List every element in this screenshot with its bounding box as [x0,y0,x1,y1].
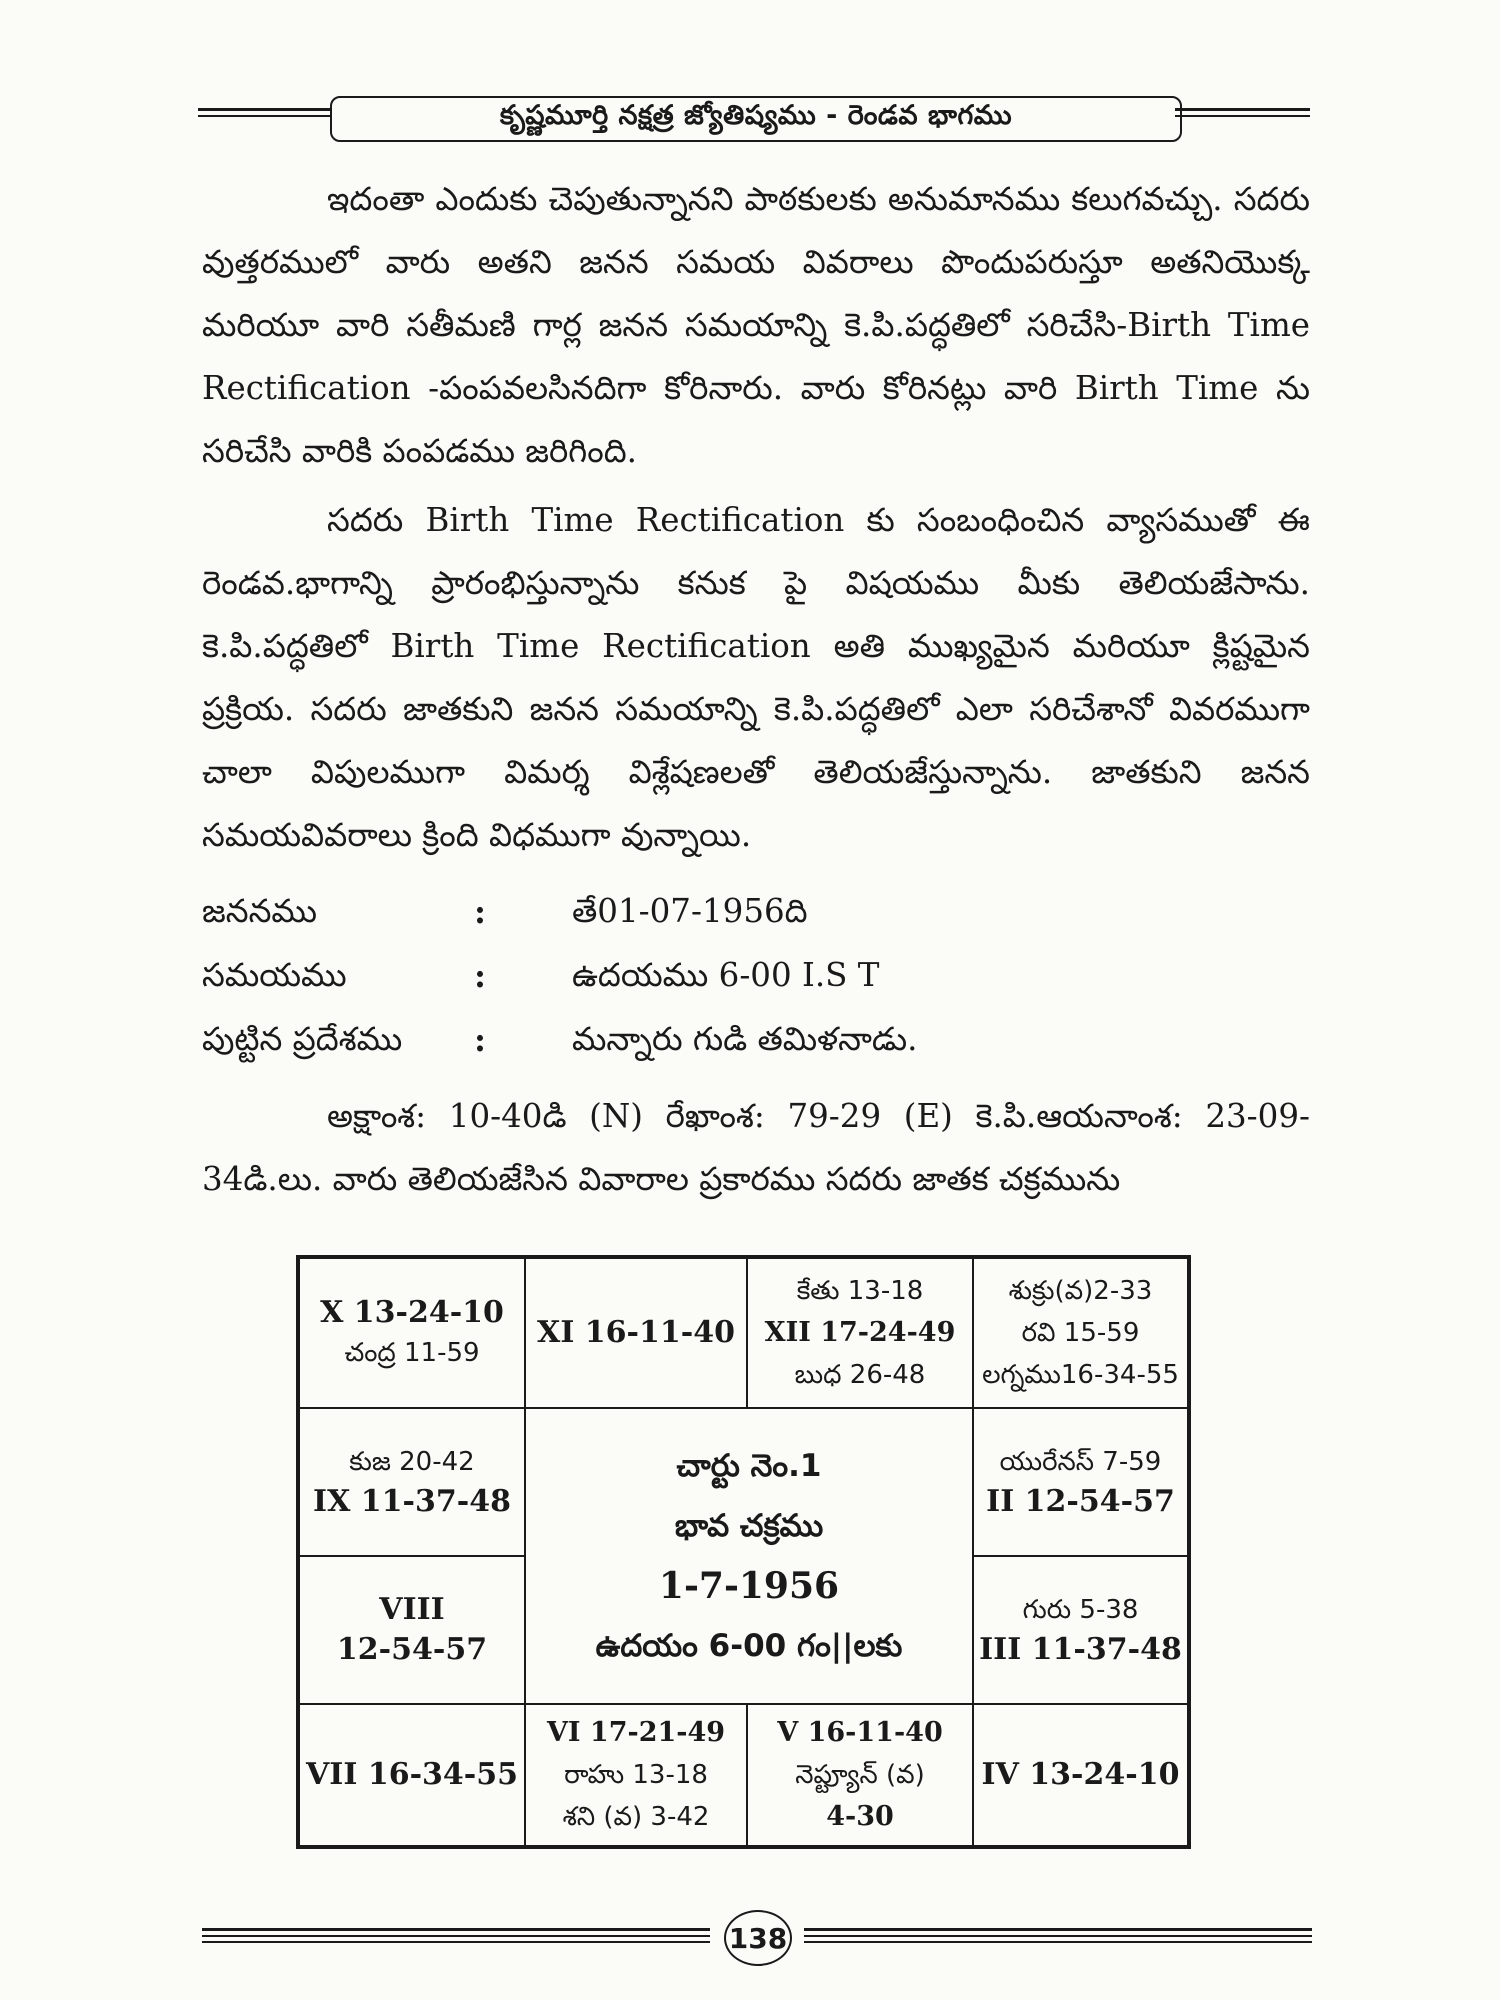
chart-cell [525,1704,747,1846]
cell-line: V 16-11-40 [777,1717,943,1748]
cell-line: VI 17-21-49 [546,1717,726,1748]
footer-rule-left [202,1928,710,1947]
cell-line: శుక్రు(వ)2-33 [1008,1276,1153,1306]
running-header [198,96,1310,146]
cell-line: రాహు 13-18 [564,1760,708,1790]
page-body [202,168,1310,1211]
chart-cell [525,1258,747,1408]
book-title: కృష్ణమూర్తి నక్షత్ర జ్యోతిష్యము - రెండవ భాగము [330,96,1182,142]
chart-center [525,1408,973,1704]
chart-cell [299,1556,525,1704]
detail-row [202,879,1310,943]
detail-value: ఉదయము 6-00 I.S T [572,955,880,994]
chart-title: చార్టు నెం.1 [676,1448,822,1484]
detail-label: జననము [202,891,318,930]
detail-row [202,1007,1310,1071]
cell-line: III 11-37-48 [979,1632,1182,1667]
detail-label: సమయము [202,955,347,994]
detail-label: పుట్టిన ప్రదేశము [202,1019,403,1058]
chart-cell [973,1258,1188,1408]
cell-line: బుధ 26-48 [794,1360,926,1390]
cell-line: గురు 5-38 [1022,1595,1139,1625]
chart-cell [973,1704,1188,1846]
cell-line: IV 13-24-10 [981,1757,1180,1792]
cell-line: II 12-54-57 [986,1484,1175,1519]
chart-cell [299,1704,525,1846]
detail-colon: : [474,891,486,931]
chart-cell [973,1408,1188,1556]
cell-line: 4-30 [826,1801,894,1832]
chart-cell [973,1556,1188,1704]
paragraph: సదరు Birth Time Rectification కు సంబంధించిన వ్యాసముతో ఈ రెండవ.భాగాన్ని ప్రారంభిస్తున్నాను కనుక పై విషయము మీకు తెలియజేసాను. కె.పి.పద్ధతిలో Birth Time Rectification అతి ముఖ్యమైన మరియూ క్లిష్టమైన ప్రక్రియ. సదరు జాతకుని జనన సమయాన్ని కె.పి.పద్ధతిలో ఎలా సరిచేశానో వివరముగా చాలా విపులముగా విమర్శ విశ్లేషణలతో తెలియజేస్తున్నాను. జాతకుని జనన సమయవివరాలు క్రింది విధముగా వున్నాయి. [202,501,1310,854]
cell-line: X 13-24-10 [320,1295,504,1330]
cell-line: యురేనస్ 7-59 [999,1447,1162,1477]
cell-line: కేతు 13-18 [796,1276,924,1306]
page-footer [202,1910,1312,1970]
detail-colon: : [474,1019,486,1059]
cell-line: శని (వ) 3-42 [562,1802,710,1832]
detail-value: తే01-07-1956ది [572,891,808,930]
cell-line: రవి 15-59 [1021,1318,1140,1348]
chart-date: 1-7-1956 [658,1565,840,1607]
chart-time: ఉదయం 6-00 గం||లకు [595,1628,903,1664]
birth-details [202,879,1310,1071]
cell-line: 12-54-57 [336,1632,488,1667]
cell-line: లగ్నము16-34-55 [982,1360,1179,1390]
chart-cell [747,1704,973,1846]
cell-line: XI 16-11-40 [537,1315,735,1350]
coordinates-paragraph: అక్షాంశ: 10-40డి (N) రేఖాంశ: 79-29 (E) కె.పి.ఆయనాంశ: 23-09-34డి.లు. వారు తెలియజేసిన వివారాల ప్రకారము సదరు జాతక చక్రమును [202,1097,1310,1198]
chart-cell [299,1408,525,1556]
detail-colon: : [474,955,486,995]
paragraph: ఇదంతా ఎందుకు చెపుతున్నానని పాఠకులకు అనుమానము కలుగవచ్చు. సదరు వుత్తరములో వారు అతని జనన సమయ వివరాలు పొందుపరుస్తూ అతనియొక్క మరియూ వారి సతీమణి గార్ల జనన సమయాన్ని కె.పి.పద్ధతిలో సరిచేసి-Birth Time Rectification -పంపవలసినదిగా కోరినారు. వారు కోరినట్లు వారి Birth Time ను సరిచేసి వారికి పంపడము జరిగింది. [202,180,1310,470]
page-number: 138 [724,1910,792,1966]
cell-line: IX 11-37-48 [313,1484,511,1519]
header-rule-left [198,108,338,126]
chart-cell [747,1258,973,1408]
chart-cell [299,1258,525,1408]
horoscope-chart [296,1255,1191,1849]
detail-row [202,943,1310,1007]
detail-value: మన్నారు గుడి తమిళనాడు. [572,1019,918,1058]
cell-line: XII 17-24-49 [764,1317,956,1348]
chart-subtitle: భావ చక్రము [674,1508,824,1544]
cell-line: కుజ 20-42 [349,1447,475,1477]
cell-line: చంద్ర 11-59 [344,1338,480,1368]
cell-line: VII 16-34-55 [306,1757,518,1792]
cell-line: నెప్ట్యూన్ (వ) [795,1760,925,1790]
header-rule-right [1175,108,1310,126]
footer-rule-right [804,1928,1312,1947]
cell-line: VIII [379,1592,445,1627]
